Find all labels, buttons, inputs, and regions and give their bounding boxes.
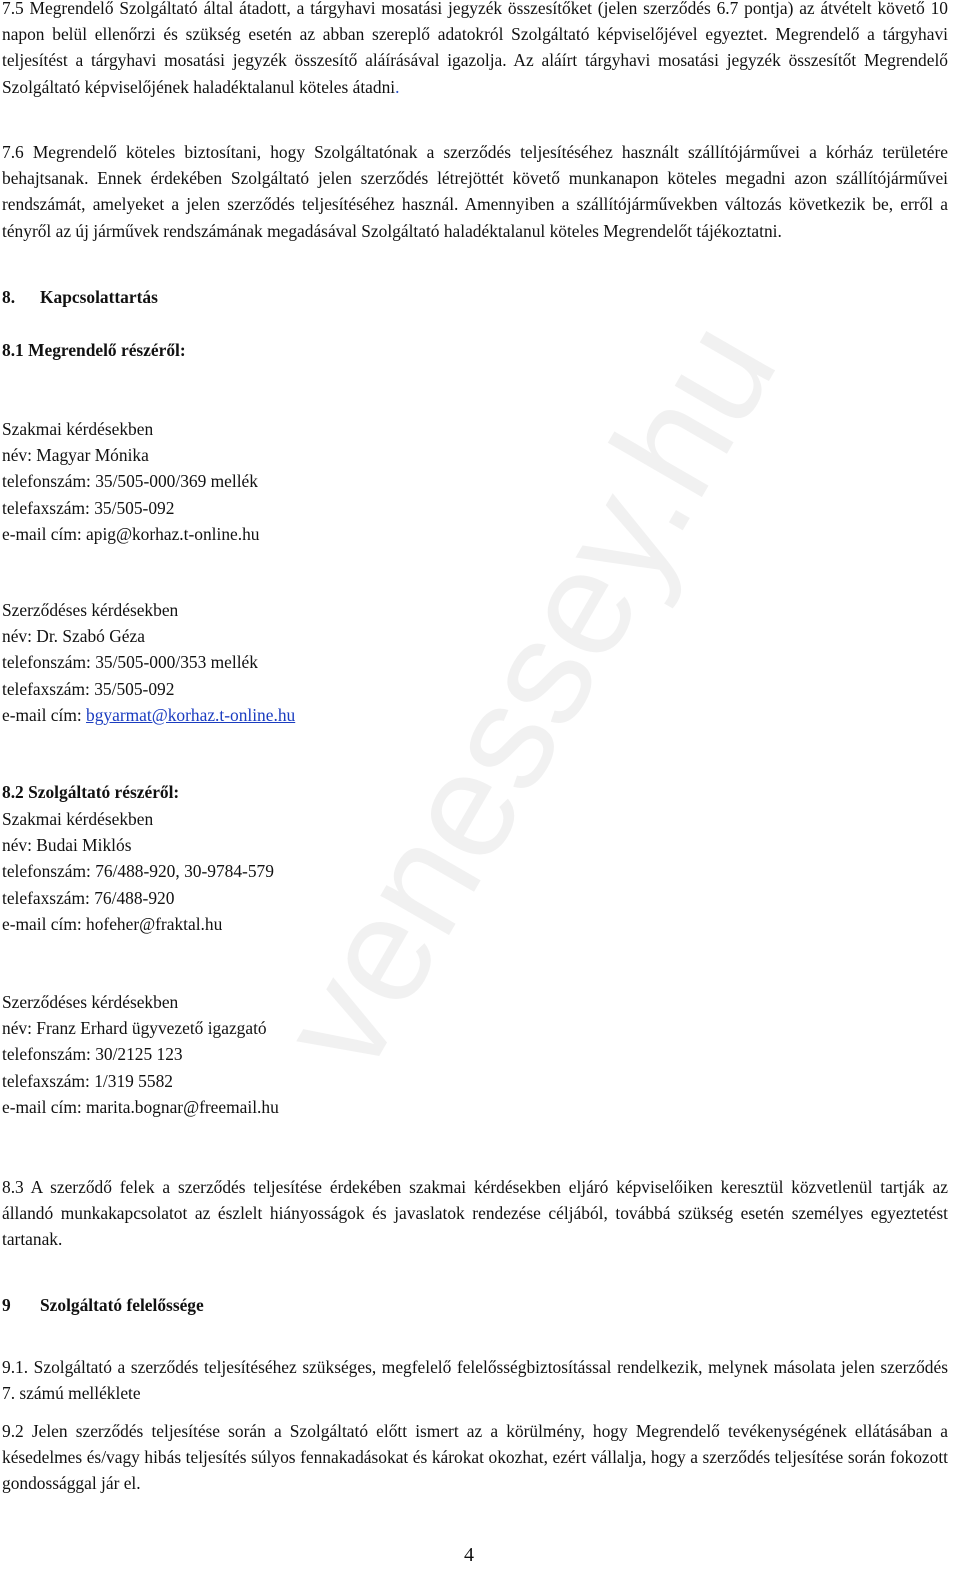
contact-name: név: Magyar Mónika <box>2 445 149 466</box>
contact-email <box>2 702 295 728</box>
contact-name: név: Franz Erhard ügyvezető igazgató <box>2 1018 267 1039</box>
contact-name: név: Budai Miklós <box>2 835 132 856</box>
contact-email: e-mail cím: apig@korhaz.t-online.hu <box>2 523 260 544</box>
contact-block-provider-professional <box>2 806 274 937</box>
email-link[interactable]: bgyarmat@korhaz.t-online.hu <box>86 704 296 725</box>
contact-phone: telefonszám: 35/505-000/369 mellék <box>2 471 258 492</box>
contact-topic: Szakmai kérdésekben <box>2 809 154 829</box>
paragraph-9-1: 9.1. Szolgáltató a szerződés teljesítéséhez szükséges, megfelelő felelősségbiztosítással rendelkezik, melynek másolata jelen szerződés 7. számú melléklete <box>2 1357 948 1404</box>
contact-fax: telefaxszám: 1/319 5582 <box>2 1070 173 1091</box>
contact-fax: telefaxszám: 35/505-092 <box>2 497 175 518</box>
contact-phone: telefonszám: 35/505-000/353 mellék <box>2 652 258 673</box>
contact-name: név: Dr. Szabó Géza <box>2 626 145 647</box>
contact-topic: Szerződéses kérdésekben <box>2 600 179 620</box>
section-9-number: 9 <box>2 1295 11 1315</box>
contact-phone: telefonszám: 76/488-920, 30-9784-579 <box>2 861 274 882</box>
paragraph-7-5-text: 7.5 Megrendelő Szolgáltató által átadott, a tárgyhavi mosatási jegyzék összesítőket (jelen szerződés 6.7 pontja) az átvételt követő 10 napon belül ellenőrzi és szükség esetén az abban szereplő adatokról Szolgáltató képviselőjével egyeztet. Megrendelő a tárgyhavi teljesítést a tárgyhavi mosatási jegyzék összesítő aláírásával igazolja. Az aláírt tárgyhavi mosatási jegyzék összesítőt Megrendelő Szolgáltató képviselőjének haladéktalanul köteles átadni <box>2 0 948 97</box>
contact-block-orderer-contractual <box>2 597 295 728</box>
paragraph-7-6: 7.6 Megrendelő köteles biztosítani, hogy Szolgáltatónak a szerződés teljesítéséhez használt szállítójárművei a kórház területére behajtsanak. Ennek érdekében Szolgáltató jelen szerződés létrejöttét követő munkanapon köteles megadni azon szállítójárművei rendszámát, amelyeket a jelen szerződés teljesítéséhez használ. Amennyiben a szállítójárművekben változás következik be, erről a tényről az új járművek rendszámának megadásával Szolgáltató haladéktalanul köteles Megrendelőt tájékoztatni. <box>2 142 948 241</box>
section-8-heading <box>2 284 158 310</box>
subsection-8-1-heading: 8.1 Megrendelő részéről: <box>2 340 186 360</box>
contact-email: e-mail cím: marita.bognar@freemail.hu <box>2 1096 279 1117</box>
subsection-8-2-heading: 8.2 Szolgáltató részéről: <box>2 782 180 802</box>
paragraph-8-3: 8.3 A szerződő felek a szerződés teljesítése érdekében szakmai kérdésekben eljáró képviselőiken keresztül közvetlenül tartják az állandó munkakapcsolatot az észlelt hiányosságok és javaslatok rendezése céljából, továbbá szükség esetén személyes egyeztetést tartanak. <box>2 1177 948 1250</box>
email-label: e-mail cím: <box>2 704 87 725</box>
contact-fax: telefaxszám: 76/488-920 <box>2 887 175 908</box>
contact-topic: Szakmai kérdésekben <box>2 419 154 439</box>
contact-fax: telefaxszám: 35/505-092 <box>2 678 175 699</box>
paragraph-9-2: 9.2 Jelen szerződés teljesítése során a Szolgáltató előtt ismert az a körülmény, hogy Megrendelő tevékenységének ellátásában a késedelmes és/vagy hibás teljesítés súlyos fennakadásokat és károkat okozhat, ezért vállalja, hogy a szerződés teljesítése során fokozott gondossággal jár el. <box>2 1421 948 1494</box>
paragraph-7-5-end: . <box>395 76 400 97</box>
contact-email: e-mail cím: hofeher@fraktal.hu <box>2 913 223 934</box>
page-number: 4 <box>464 1544 474 1566</box>
contact-phone: telefonszám: 30/2125 123 <box>2 1044 183 1065</box>
section-9-heading <box>2 1292 204 1318</box>
contact-block-orderer-professional <box>2 416 259 547</box>
paragraph-7-5 <box>2 0 948 100</box>
section-9-title: Szolgáltató felelőssége <box>40 1295 204 1315</box>
section-8-title: Kapcsolattartás <box>40 287 158 307</box>
section-8-number: 8. <box>2 287 16 307</box>
contact-block-provider-contractual <box>2 989 279 1120</box>
contact-topic: Szerződéses kérdésekben <box>2 992 179 1012</box>
watermark: venessey.hu <box>246 293 808 1098</box>
